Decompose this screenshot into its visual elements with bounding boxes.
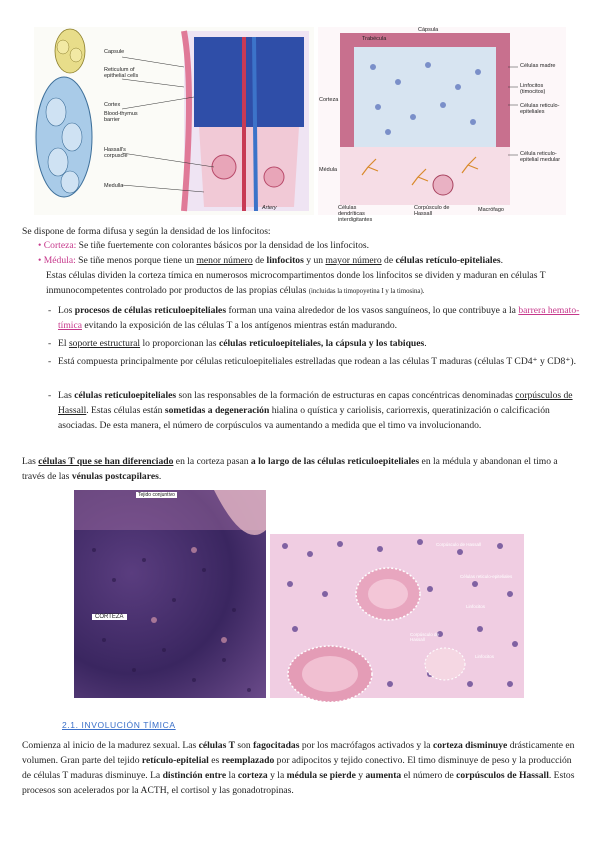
dash-item-2: - El soporte estructural lo proporcionan las células reticuloepiteliales, la cápsula y los tabiques. [48, 338, 427, 349]
paragraph-microcompartimentos: Estas células dividen la corteza tímica en numerosos microcompartimentos donde los linfocitos se dividen y maduran en células T inmunocompetentes controlado por productos de las propias células (incluidas la timopoyetina I y la timosina). [46, 270, 546, 296]
label-hassall: Hassall's corpuscle [104, 147, 128, 159]
label-macrofago: Macrófago [478, 207, 504, 213]
dash-item-1: - Los procesos de células reticuloepiteliales forman una vaina alrededor de los vasos sanguíneos, lo que contribuye a la barrera hemato-tímica evitando la exposición de las células T a los antígenos mientras están madurando. [48, 305, 580, 331]
label-reticulo: Células reticulo-epiteliales [520, 103, 560, 115]
label-tejido-conjuntivo: Tejido conjuntivo [138, 492, 175, 498]
label-medula: Médula [319, 167, 338, 173]
label-cortex: Cortex [104, 102, 121, 108]
micrograph-cortex [74, 490, 266, 698]
label-medulla: Medulla [104, 183, 124, 189]
label-linfocitos: Linfocitos (timocitos) [520, 83, 546, 95]
intro-paragraph: Se dispone de forma difusa y según la densidad de los linfocitos: [22, 226, 271, 237]
label-trabecula: Trabécula [362, 36, 387, 42]
bullet-medula: • Médula: Se tiñe menos porque tiene un menor número de linfocitos y un mayor número de células retículo-epiteliales. [38, 255, 503, 266]
thymus-drawing [34, 27, 314, 215]
section-heading-involucion: 2.1. INVOLUCIÓN TÍMICA [62, 720, 176, 730]
micrograph-medulla-texture [270, 534, 524, 698]
cortex-medulla-drawing [318, 27, 566, 215]
term-corteza: Corteza: [43, 240, 77, 251]
label-reticulo-medular: Célula reticulo-epitelial medular [520, 151, 561, 163]
dash-item-3: - Está compuesta principalmente por células reticuloepiteliales estrelladas que rodean a las células T maduras (células T CD4⁺ y CD8⁺). [48, 356, 576, 367]
paragraph-celulas-t: Las células T que se han diferenciado en la corteza pasan a lo largo de las células reticuloepiteliales en la médula y abandonan el timo a través de las vénulas postcapilares. [22, 456, 558, 482]
label-dendriticas: Células dendríticas interdigitantes [338, 205, 373, 223]
label-reticulum: Reticulum of epithelial cells [104, 67, 139, 79]
label-celulas-madre: Células madre [520, 63, 556, 69]
dash-item-4: - Las células reticuloepiteliales son las responsables de la formación de estructuras en capas concéntricas denominadas corpúsculos de Hassall. Estas células están sometidas a degeneración hialina o quística y cariolisis, cariorrexis, queratinización o calcificación asociadas. De esta manera, el número de corpúsculos va aumentando a medida que el timo va involucionando. [48, 390, 573, 431]
label-barrier: Blood-thymus barrier [104, 111, 138, 123]
label-capsule: Capsule [104, 49, 125, 55]
label-corteza: Corteza [319, 97, 339, 103]
label-capsula: Cápsula [418, 27, 439, 33]
term-medula: Médula: [43, 255, 76, 266]
label-corpusculo: Corpúsculo de Hassall [414, 205, 450, 217]
micrograph-cortex-texture [74, 490, 266, 698]
bullet-corteza: • Corteza: Se tiñe fuertemente con colorantes básicos por la densidad de los linfocitos. [38, 240, 370, 251]
paragraph-involucion: Comienza al inicio de la madurez sexual. Las células T son fagocitadas por los macrófagos activados y la corteza disminuye drásticamente en volumen. Gran parte del tejido retículo-epitelial es reemplazado por adipocitos y tejido conectivo. El timo disminuye de peso y la producción de células T maduras disminuye. La distinción entre la corteza y la médula se pierde y aumenta el número de corpúsculos de Hassall. Estos procesos son acelerados por la ACTH, el cortisol y las gonadotropinas. [22, 740, 575, 796]
label-micro-5: Linfocitos [475, 654, 495, 659]
label-artery: Artery [262, 205, 277, 211]
label-micro-4: Corpúsculo de Hassall [410, 632, 440, 642]
cortex-medulla-illustration [318, 27, 566, 223]
label-micro-2: Células reticulo-epiteliales [460, 574, 513, 579]
label-micro-1: Corpúsculo de Hassall [436, 542, 482, 547]
label-corteza-micro: CORTEZA [92, 614, 127, 620]
thymus-illustration [34, 27, 314, 215]
micrograph-medulla [270, 534, 524, 698]
label-micro-3: Linfocitos [466, 604, 486, 609]
